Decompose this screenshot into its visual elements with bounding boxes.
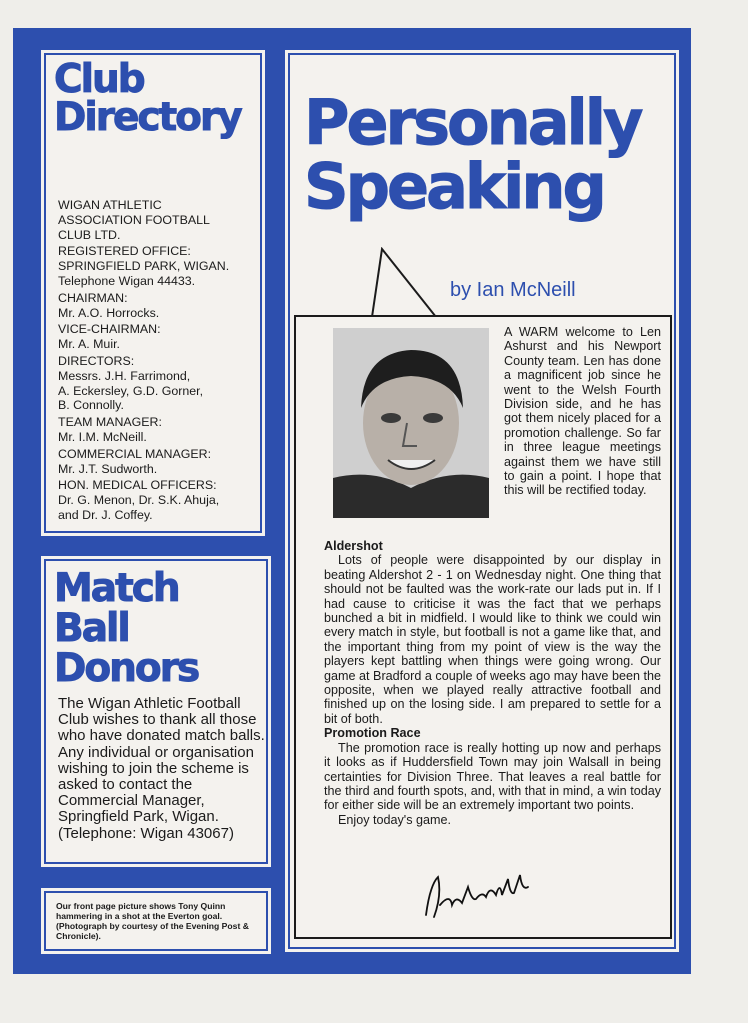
match-ball-donors-text: The Wigan Athletic Football Club wishes to thank all those who have donated match balls. Any individual or organisation wishing to join the scheme is asked to contact the Commercial Manager, Springfield Park, Wigan. (Telephone: Wigan 43067) bbox=[58, 695, 265, 842]
directory-entry bbox=[58, 415, 268, 445]
entry-line: WIGAN ATHLETIC bbox=[58, 198, 162, 212]
heading-line: Personally bbox=[304, 86, 641, 159]
entry-line: HON. MEDICAL OFFICERS: bbox=[58, 478, 217, 493]
section-title: Aldershot bbox=[324, 539, 383, 553]
heading-line: Club bbox=[54, 57, 144, 102]
section-title: Promotion Race bbox=[324, 726, 421, 741]
portrait-image bbox=[333, 328, 489, 518]
entry-line: Mr. A. Muir. bbox=[58, 337, 120, 352]
entry-line: REGISTERED OFFICE: bbox=[58, 244, 191, 259]
heading-line: Directory bbox=[54, 95, 241, 141]
club-directory-heading bbox=[54, 57, 241, 141]
front-page-caption-panel bbox=[41, 888, 271, 954]
match-ball-donors-heading bbox=[54, 566, 199, 691]
page-frame bbox=[13, 28, 691, 974]
club-directory-panel bbox=[41, 50, 265, 536]
entry-line: Mr. J.T. Sudworth. bbox=[58, 461, 158, 476]
section-text: Lots of people were disappointed by our display in beating Aldershot 2 - 1 on Wednesday night. One thing that should not be faulted was the work-rate our lads put in. If I had cause to criticise it was the fact that we perhaps bunched a bit in midfield. I would like to think we could win every match in style, but football is not a game like that, and the important thing from my point of view is the way the players kept battling when things were going wrong. Our game at Bradford a couple of weeks ago may have been the opposite, when we played really attractive football and finished up on the losing side. I am prepared to settle for a bit of both. bbox=[324, 553, 661, 726]
entry-line: TEAM MANAGER: bbox=[58, 415, 162, 430]
manager-photo bbox=[333, 328, 489, 518]
speech-bubble-tail bbox=[370, 247, 450, 319]
directory-entry bbox=[58, 291, 268, 321]
personally-speaking-panel bbox=[285, 50, 679, 952]
entry-line: Mr. I.M. McNeill. bbox=[58, 429, 147, 444]
entry-line: A. Eckersley, G.D. Gorner, bbox=[58, 383, 204, 398]
directory-entry bbox=[58, 478, 268, 522]
entry-line: and Dr. J. Coffey. bbox=[58, 507, 153, 522]
article-heading bbox=[304, 86, 641, 223]
entry-line: VICE-CHAIRMAN: bbox=[58, 322, 161, 337]
article-byline: by Ian McNeill bbox=[450, 279, 576, 301]
heading-line: Donors bbox=[54, 646, 199, 691]
heading-line: Speaking bbox=[304, 150, 604, 223]
article-sections bbox=[324, 539, 661, 827]
heading-line: Match bbox=[54, 566, 179, 611]
signature-image bbox=[416, 865, 556, 925]
entry-line: Dr. G. Menon, Dr. S.K. Ahuja, bbox=[58, 493, 220, 508]
article-body-box bbox=[294, 315, 672, 939]
entry-line: CLUB LTD. bbox=[58, 227, 121, 242]
entry-line: Telephone Wigan 44433. bbox=[58, 273, 196, 288]
entry-line: DIRECTORS: bbox=[58, 353, 135, 368]
directory-entry bbox=[58, 198, 268, 242]
section-text: The promotion race is really hotting up now and perhaps it looks as if Huddersfield Town may join Walsall in being certainties for Division Three. That leaves a real battle for the third and fourth spots, and, with that in mind, a win today for either side will be an extremely important two points. bbox=[324, 740, 661, 813]
entry-line: ASSOCIATION FOOTBALL bbox=[58, 212, 210, 227]
directory-entry bbox=[58, 244, 268, 288]
match-ball-donors-panel bbox=[41, 556, 271, 867]
directory-entry bbox=[58, 354, 268, 413]
entry-line: Messrs. J.H. Farrimond, bbox=[58, 368, 191, 383]
entry-line: Mr. A.O. Horrocks. bbox=[58, 305, 160, 320]
front-page-caption: Our front page picture shows Tony Quinn hammering in a shot at the Everton goal. (Photograph by courtesy of the Evening Post & Chronicle). bbox=[56, 901, 249, 941]
club-directory-entries bbox=[58, 198, 268, 525]
entry-line: SPRINGFIELD PARK, WIGAN. bbox=[58, 259, 230, 274]
entry-line: B. Connolly. bbox=[58, 398, 124, 413]
directory-entry bbox=[58, 447, 268, 477]
entry-line: COMMERCIAL MANAGER: bbox=[58, 446, 212, 461]
directory-entry bbox=[58, 322, 268, 352]
article-closing: Enjoy today's game. bbox=[338, 812, 452, 827]
heading-line: Ball bbox=[54, 606, 129, 651]
article-intro: A WARM welcome to Len Ashurst and his Newport County team. Len has done a magnificent job since he went to the Welsh Fourth Division side, and he has got them nicely placed for a promotion challenge. So far in three league meetings against them we have still to gain a point. I hope that this will be rectified today. bbox=[504, 325, 661, 498]
entry-line: CHAIRMAN: bbox=[58, 290, 128, 305]
